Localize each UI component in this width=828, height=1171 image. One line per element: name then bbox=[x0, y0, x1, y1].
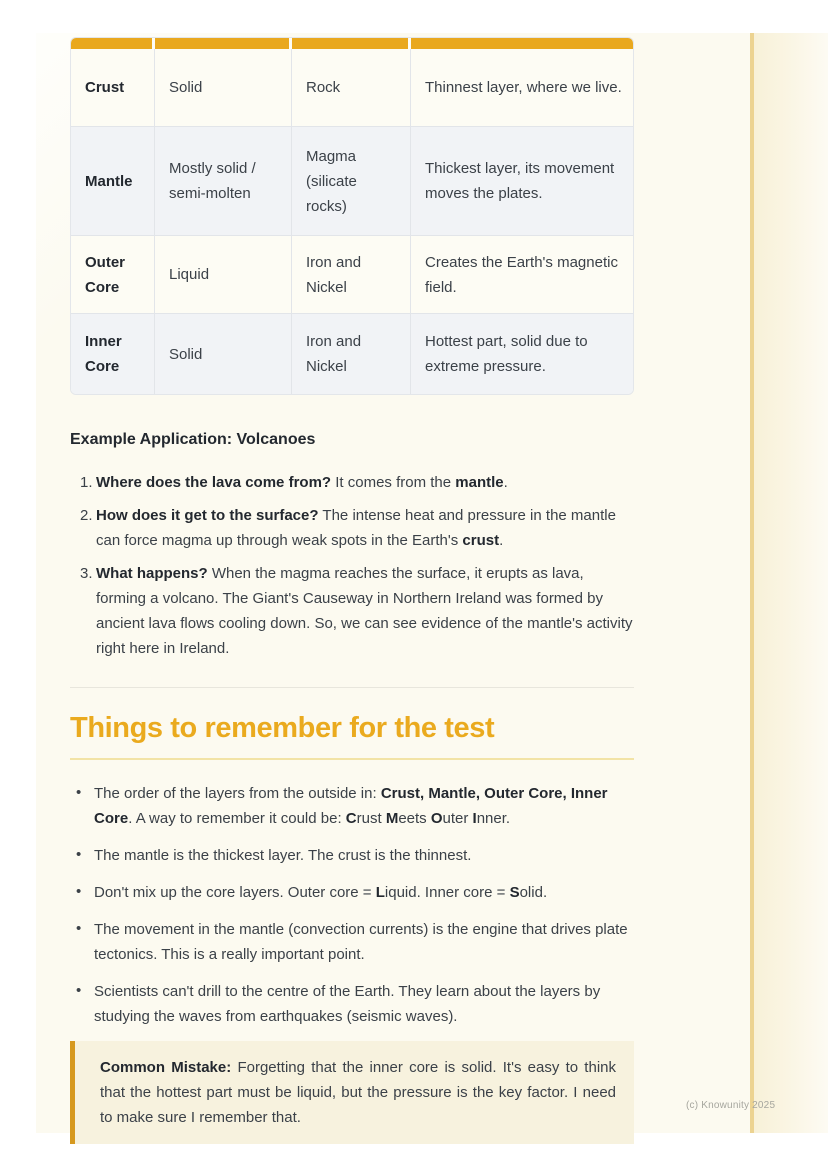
list-item-text: What happens? When the magma reaches the surface, it erupts as lava, forming a volcano. The Giant's Causeway in Northern Ireland was formed by ancient lava flows cooling down. So, we can see evidence of the mantle's activity right here in Ireland. bbox=[96, 565, 633, 657]
remember-section-heading: Things to remember for the test bbox=[70, 709, 634, 760]
bullet-marker: • bbox=[76, 920, 82, 937]
table-row bbox=[71, 126, 633, 235]
list-item bbox=[70, 979, 634, 1029]
list-item bbox=[70, 561, 634, 661]
list-item-text: Scientists can't drill to the centre of the Earth. They learn about the layers by studying the waves from earthquakes (seismic waves). bbox=[94, 983, 601, 1025]
cell-state: Mostly solid / semi-molten bbox=[154, 127, 291, 235]
next-page-edge bbox=[750, 33, 828, 1133]
list-item bbox=[70, 781, 634, 831]
list-item-text: How does it get to the surface? The intense heat and pressure in the mantle can force magma up through weak spots in the Earth's crust. bbox=[96, 507, 616, 549]
list-number: 1. bbox=[80, 474, 93, 491]
header-strip-segment bbox=[292, 38, 408, 49]
remember-bullet-list bbox=[70, 781, 634, 1029]
page-content bbox=[70, 37, 634, 1144]
cell-layer: Crust bbox=[85, 79, 125, 96]
cell-layer: Mantle bbox=[85, 172, 133, 190]
table-header-strip bbox=[71, 38, 633, 49]
list-item-text: The mantle is the thickest layer. The crust is the thinnest. bbox=[94, 847, 472, 864]
volcano-numbered-list bbox=[70, 470, 634, 661]
list-item bbox=[70, 880, 634, 905]
section-divider bbox=[70, 687, 634, 688]
list-item-text: Don't mix up the core layers. Outer core = Liquid. Inner core = Solid. bbox=[94, 884, 548, 901]
copyright-watermark: (c) Knowunity 2025 bbox=[686, 1100, 776, 1111]
header-strip-segment bbox=[155, 38, 289, 49]
bullet-marker: • bbox=[76, 982, 82, 999]
cell-state: Solid bbox=[154, 314, 291, 394]
header-strip-segment bbox=[71, 38, 152, 49]
list-number: 2. bbox=[80, 507, 93, 524]
cell-state: Liquid bbox=[154, 236, 291, 313]
cell-composition: Rock bbox=[291, 49, 410, 126]
list-item bbox=[70, 843, 634, 868]
list-item-text: The movement in the mantle (convection currents) is the engine that drives plate tectonics. This is a really important point. bbox=[94, 921, 628, 963]
common-mistake-callout: Common Mistake: Forgetting that the inner core is solid. It's easy to think that the hottest part must be liquid, but the pressure is the key factor. I need to make sure I remember that. bbox=[70, 1041, 634, 1144]
bullet-marker: • bbox=[76, 846, 82, 863]
table-row bbox=[71, 313, 633, 394]
list-item-text: Where does the lava come from? It comes from the mantle. bbox=[96, 474, 508, 491]
cell-description: Thinnest layer, where we live. bbox=[410, 49, 633, 126]
cell-description: Thickest layer, its movement moves the plates. bbox=[410, 127, 633, 235]
bullet-marker: • bbox=[76, 784, 82, 801]
list-item bbox=[70, 917, 634, 967]
cell-composition: Iron and Nickel bbox=[291, 314, 410, 394]
bullet-marker: • bbox=[76, 883, 82, 900]
list-number: 3. bbox=[80, 565, 93, 582]
list-item bbox=[70, 470, 634, 495]
cell-description: Creates the Earth's magnetic field. bbox=[410, 236, 633, 313]
example-section-heading: Example Application: Volcanoes bbox=[70, 431, 316, 448]
cell-state: Solid bbox=[154, 49, 291, 126]
header-strip-segment bbox=[411, 38, 633, 49]
list-item bbox=[70, 503, 634, 553]
earth-layers-table bbox=[70, 37, 634, 395]
cell-layer: Inner Core bbox=[85, 333, 122, 375]
table-row bbox=[71, 49, 633, 126]
cell-composition: Iron and Nickel bbox=[291, 236, 410, 313]
cell-description: Hottest part, solid due to extreme pressure. bbox=[410, 314, 633, 394]
list-item-text: The order of the layers from the outside in: Crust, Mantle, Outer Core, Inner Core. A way to remember it could be: Crust Meets Outer Inner. bbox=[94, 785, 608, 827]
cell-layer: Outer Core bbox=[85, 253, 126, 296]
cell-composition: Magma (silicate rocks) bbox=[291, 127, 410, 235]
table-row bbox=[71, 235, 633, 313]
